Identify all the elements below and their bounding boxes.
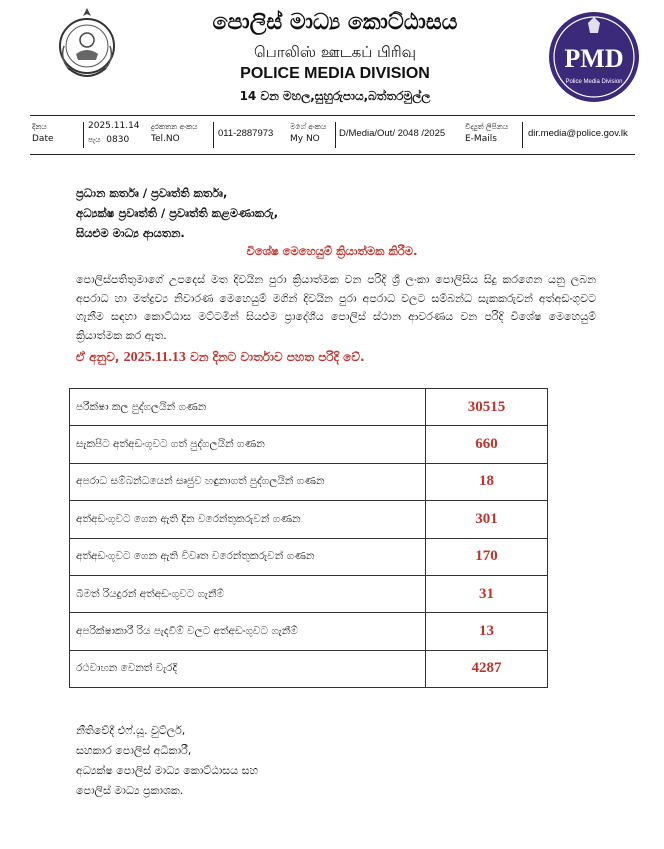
pmd-logo-subtext: Police Media Division [565,79,623,85]
stat-label: බීමත් රියදුරන් අත්අඩංගුවට ගැනීම් [70,575,426,612]
stat-label: රථවාහන වෙනත් වැරදි [70,650,426,687]
signatory-role: පොලිස් මාධ්‍ය ප්‍රකාශක. [76,784,184,797]
table-row [70,575,548,612]
title-tamil: பொலிஸ் ஊடகப் பிரிவு [253,43,416,61]
stat-value: 18 [426,463,548,500]
stat-value: 31 [426,575,548,612]
table-row [70,501,548,538]
time-value: 0830 [106,135,130,145]
stat-label: සැකපිට අත්අඩංගුවට ගත් පුද්ගලයින් ගණන [70,426,426,463]
contact-strip [30,115,635,155]
stat-value: 4287 [426,650,548,687]
stat-label: අපරික්ෂාකාරී රිය පැදවීම් වලට අත්අඩංගුවට ගැනීම් [70,613,426,650]
table-row [70,538,548,575]
pmd-logo [548,11,640,103]
tel-label: දුරකතන අංකය Tel.NO [151,122,198,144]
title-sinhala: පොලිස් මාධ්‍ය කොට්ඨාසය [212,10,458,35]
signature-block [76,721,258,801]
table-row [70,389,548,426]
police-emblem-logo [56,6,118,90]
tel-value: 011-2887973 [218,128,274,139]
subject-heading: විශේෂ මෙහෙයුම් ක්‍රියාත්මක කිරීම. [246,244,418,258]
date-value: 2025.11.14 [88,121,140,131]
my-no-value: D/Media/Out/ 2048 /2025 [339,128,446,139]
email-label: විද්‍යුත් ලිපිනය E-Mails [465,122,509,144]
table-row [70,426,548,463]
report-date: 2025.11.13 [123,350,186,365]
date-line-suffix: වන දිනට වාර්තාව පහත පරිදි වේ. [190,350,365,364]
date-label: දිනය Date [32,122,54,144]
signatory-title: අධ්‍යක්ෂ පොලිස් මාධ්‍ය කොට්ඨාසය සහ [76,764,259,777]
report-date-line [76,350,365,366]
stat-value: 13 [426,613,548,650]
table-row [70,463,548,500]
letterhead [160,8,510,106]
date-line-prefix: ඒ අනුව, [76,350,120,364]
addressee-block [76,183,278,243]
stat-label: පරීක්ෂා කල පුද්ගලයින් ගණන [70,389,426,426]
signatory-name: නීතිවේදී එෆ්.යූ. වුට්ලර්, [76,724,186,737]
title-english: POLICE MEDIA DIVISION [240,65,430,82]
table-row [70,650,548,687]
pmd-logo-text: PMD [564,44,624,73]
addressee-line: අධ්‍යක්ෂ ප්‍රවෘත්ති / ප්‍රවෘත්ති කළමණාකරු, [76,206,279,220]
office-address: 14 වන මහල,සුහුරුපාය,බත්තරමුල්ල [239,89,431,103]
time-label: පැය [88,135,101,144]
body-paragraph: පොලිස්පතිතුමාගේ උපදෙස් මත දිවයින පුරා ක්‍රියාත්මක වන පරිදි ශ්‍රී ලංකා පොලිසිය සිදු කරගෙන යනු ලබන අපරාධ හා මත්ද්‍රව්‍ය නිවාරණ මෙහෙයුම් මගින් දිවයින පුරා අපරාධ වලට සම්බන්ධ සැකකරුවන් අත්අඩංගුවට ගැනීම සඳහා කොට්ඨාස මට්ටමින් සියළුම ප්‍රාදේශීය පොලිස් ස්ථාන ආවරණය වන පරිදි විශේෂ මෙහෙයුම් ක්‍රියාත්මක කර ඇත. [76,273,596,342]
stat-label: අපරාධ සම්බන්ධයෙන් සෘජුව හඳුනාගත් පුද්ගලයින් ගණන [70,463,426,500]
table-row [70,613,548,650]
email-value: dir.media@police.gov.lk [528,128,628,139]
my-no-label: මගේ අංකය My NO [290,122,327,144]
stat-label: අත්අඩංගුවට ගෙන ඇති විවෘත වරෙන්තුකරුවන් ගණන [70,538,426,575]
stat-value: 301 [426,501,548,538]
stat-value: 660 [426,426,548,463]
addressee-line: ප්‍රධාන කර්තෘ / ප්‍රවෘත්ති කර්තෘ, [76,186,228,200]
statistics-table [69,388,548,688]
addressee-line: සියළුම මාධ්‍ය ආයතන. [76,226,185,240]
stat-value: 30515 [426,389,548,426]
date-time-values [88,120,140,147]
stat-value: 170 [426,538,548,575]
stat-label: අත්අඩංගුවට ගෙන ඇති දින වරෙන්තුකරුවන් ගණන [70,501,426,538]
signatory-rank: සහකාර පොලිස් අධිකාරී, [76,744,192,757]
